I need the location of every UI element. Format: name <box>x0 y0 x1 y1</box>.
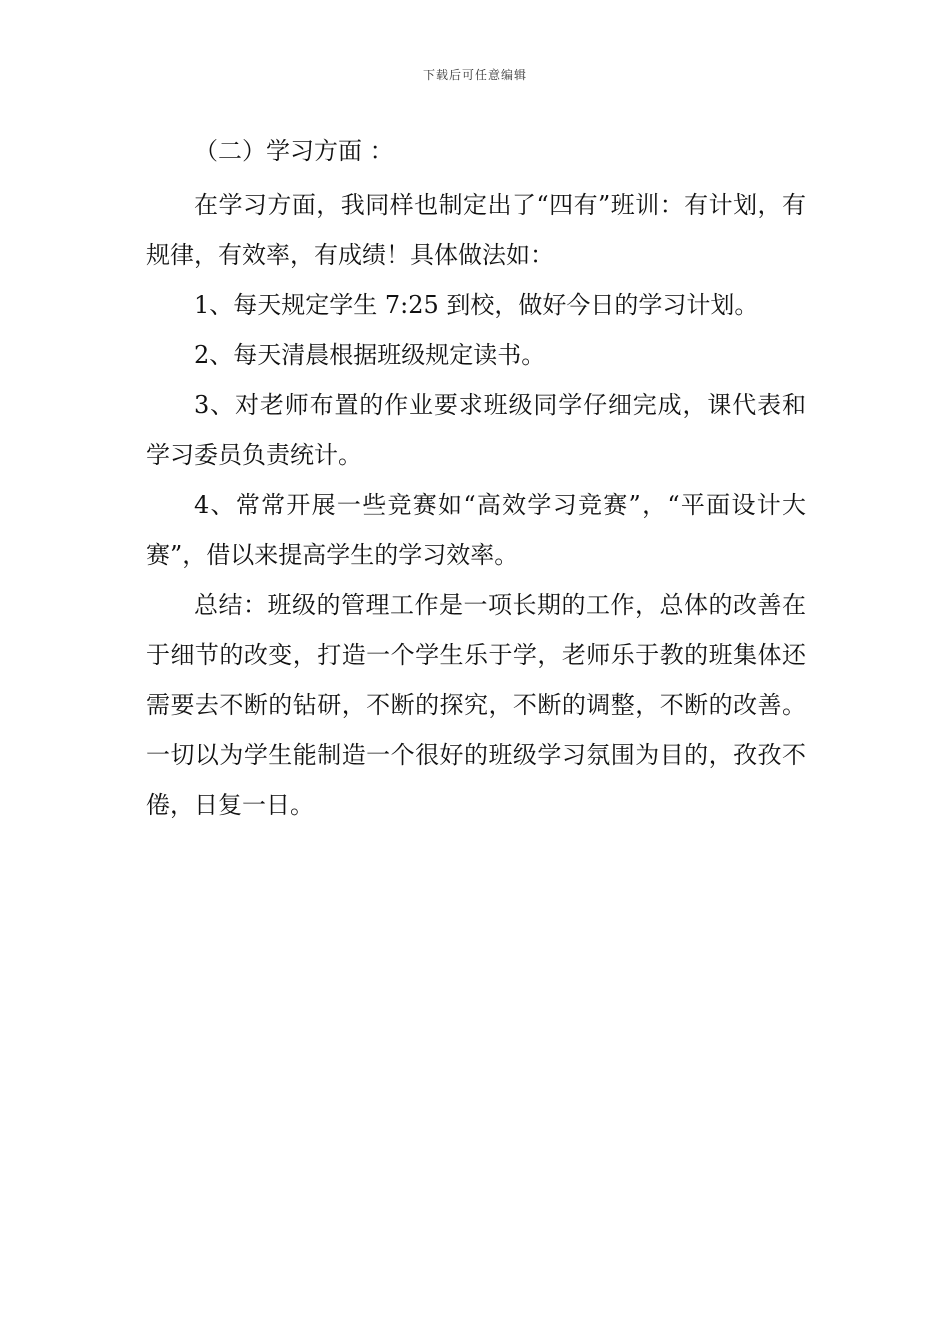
document-body <box>146 126 806 830</box>
summary-paragraph: 总结：班级的管理工作是一项长期的工作，总体的改善在于细节的改变，打造一个学生乐于学，老师乐于教的班集体还需要去不断的钻研，不断的探究，不断的调整，不断的改善。一切以为学生能制造一个很好的班级学习氛围为目的，孜孜不倦，日复一日。 <box>146 591 806 819</box>
list-item: 2、每天清晨根据班级规定读书。 <box>194 341 546 369</box>
list-item: 1、每天规定学生 7:25 到校，做好今日的学习计划。 <box>194 291 759 319</box>
intro-paragraph: 在学习方面，我同样也制定出了“四有”班训：有计划，有规律，有效率，有成绩！具体做法如： <box>146 191 806 269</box>
section-heading: （二）学习方面 ： <box>194 137 394 165</box>
header-note: 下载后可任意编辑 <box>422 68 527 82</box>
list-item: 3、对老师布置的作业要求班级同学仔细完成，课代表和学习委员负责统计。 <box>146 391 806 469</box>
list-item: 4、常常开展一些竞赛如“高效学习竞赛”，“平面设计大赛”，借以来提高学生的学习效率。 <box>146 491 806 569</box>
